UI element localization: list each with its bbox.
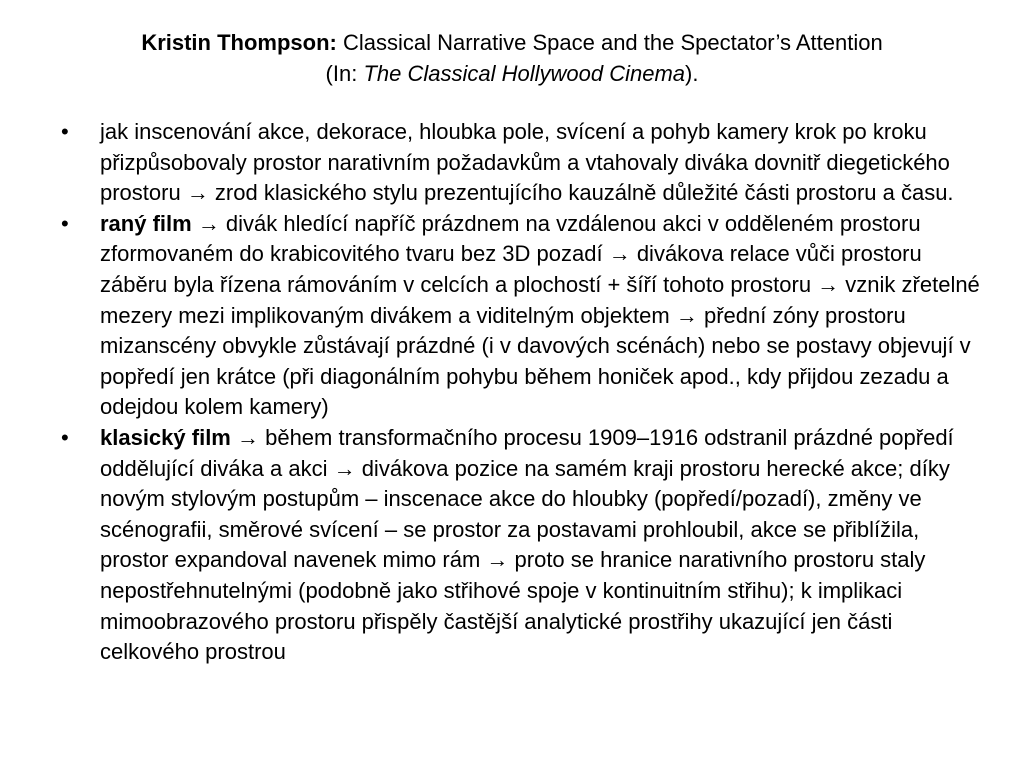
bullet-dot: • — [61, 210, 69, 236]
bullet-item — [61, 117, 981, 209]
bullet-lead: klasický film — [100, 424, 231, 450]
title-source-suffix: ). — [685, 61, 699, 86]
title-source-prefix: (In: — [325, 61, 364, 86]
slide-title — [0, 27, 1024, 89]
bullet-list — [61, 117, 981, 668]
bullet-item — [61, 209, 981, 423]
bullet-item — [61, 423, 981, 668]
bullet-lead: raný film — [100, 210, 192, 236]
bullet-text: → během transformačního procesu 1909–1916 odstranil prázdné popředí oddělující diváka a akci → divákova pozice na samém kraji prostoru herecké akce; díky novým stylovým postupům – inscenace akce do hloubky (popředí/pozadí), změny ve scénografii, směrové svícení – se prostor za postavami prohloubil, akce se přiblížila, prostor expandoval navenek mimo rám → proto se hranice narativního prostoru staly nepostřehnutelnými (podobně jako střihové spoje v kontinuitním střihu); k implikaci mimoobrazového prostoru přispěly častější analytické prostřihy ukazující jen části celkového prostrou — [100, 424, 954, 665]
title-author: Kristin Thompson: — [141, 30, 337, 55]
bullet-dot: • — [61, 424, 69, 450]
title-essay: Classical Narrative Space and the Spectator’s Attention — [336, 30, 883, 55]
title-source-title: The Classical Hollywood Cinema — [363, 61, 686, 86]
bullet-text: jak inscenování akce, dekorace, hloubka pole, svícení a pohyb kamery krok po kroku přizpůsobovaly prostor narativním požadavkům a vtahovaly diváka dovnitř diegetického prostoru → zrod klasického stylu prezentujícího kauzálně důležité části prostoru a času. — [100, 119, 954, 206]
bullet-dot: • — [61, 119, 69, 144]
bullet-text: → divák hledící napříč prázdnem na vzdálenou akci v odděleném prostoru zformovaném do krabicovitého tvaru bez 3D pozadí → divákova relace vůči prostoru záběru byla řízena rámováním v celcích a plochostí + šíří tohoto prostoru → vznik zřetelné mezery mezi implikovaným divákem a viditelným objektem → přední zóny prostoru mizanscény obvykle zůstávají prázdné (i v davových scénách) nebo se postavy objevují v popředí jen krátce (při diagonálním pohybu během honiček apod., kdy přijdou zezadu a odejdou kolem kamery) — [100, 210, 980, 420]
